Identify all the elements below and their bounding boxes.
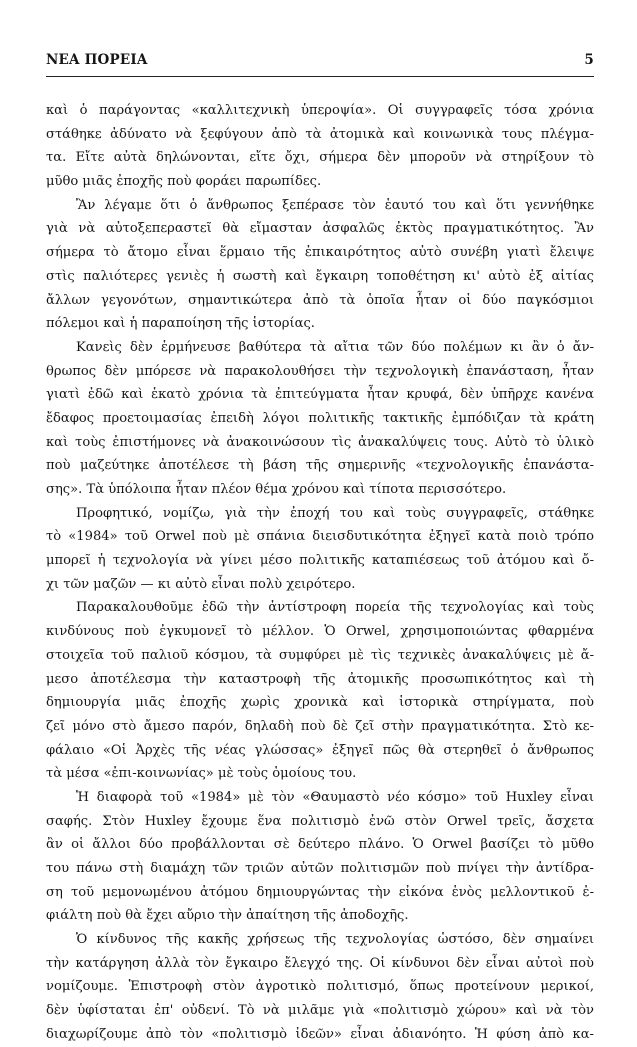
text-line: ση τοῦ μεμονωμένου ἀτόμου δημιουργώντας τὴν εἰκόνα ἑνὸς μελλοντικοῦ ἐ- — [46, 884, 594, 900]
text-line: Κανεὶς δὲν ἑρμήνευσε βαθύτερα τὰ αἴτια τῶν δύο πολέμων κι ἂν ὁ ἄν- — [76, 339, 594, 355]
text-line: νομίζουμε. Ἐπιστροφὴ στὸν ἀγροτικὸ πολιτισμό, ὅπως προτείνουν μερικοί, — [46, 979, 594, 995]
text-line: μῦθο μιᾶς ἐποχῆς ποὺ φοράει παρωπίδες. — [46, 174, 322, 190]
text-line: κινδύνους ποὺ ἐγκυμονεῖ τὸ μέλλον. Ὁ Orwel, χρησιμοποιώντας φθαρμένα — [46, 624, 594, 640]
text-line: χι τῶν μαζῶν — κι αὐτὸ εἶναι πολὺ χειρότερο. — [46, 576, 356, 592]
text-line: στὶς παλιότερες γενιὲς ἡ σωστὴ καὶ ἔγκαιρη τοποθέτηση κι' αὐτὸ ἐξ αἰτίας — [46, 268, 594, 284]
text-line: σήμερα τὸ ἄτομο εἶναι ἕρμαιο τῆς ἐπικαιρότητος αὐτὸ συνέβη γιατὶ ἔλειψε — [46, 245, 594, 261]
text-line: ποὺ μαζεύτηκε ἀποτέλεσε τὴ βάση τῆς σημερινῆς «τεχνολογικῆς ἐπανάστα- — [46, 458, 594, 474]
journal-title: ΝΕΑ ΠΟΡΕΙΑ — [46, 52, 148, 68]
text-line: τὴν κατάργηση ἀλλὰ τὸν ἔγκαιρο ἔλεγχό της. Οἱ κίνδυνοι δὲν εἶναι αὐτοὶ ποὺ — [46, 955, 594, 971]
text-line: φιάλτη ποὺ θὰ ἔχει αὔριο τὴν ἀπαίτηση τῆς ἀποδοχῆς. — [46, 908, 409, 924]
text-line: καὶ ὁ παράγοντας «καλλιτεχνικὴ ὑπεροψία». Οἱ συγγραφεῖς τόσα χρόνια — [46, 103, 594, 118]
text-line: στάθηκε ἀδύνατο νὰ ξεφύγουν ἀπὸ τὰ ἀτομικὰ καὶ κοινωνικὰ τους πλέγμα- — [46, 126, 594, 142]
text-line: ἂν οἱ ἄλλοι δύο προβάλλονται σὲ δεύτερο πλάνο. Ὁ Orwel βασίζει τὸ μῦθο — [46, 837, 594, 853]
text-line: πόλεμοι καὶ ἡ παραποίηση τῆς ἱστορίας. — [46, 316, 315, 332]
text-line: γιατὶ ἐδῶ καὶ ἑκατὸ χρόνια τὰ ἐπιτεύγματα ἦταν κρυφά, δὲν ὑπῆρχε κανένα — [46, 387, 594, 403]
text-line: διαχωρίζουμε ἀπὸ τὸν «πολιτισμὸ ἰδεῶν» εἶναι ἀδιανόητο. Ἡ φύση ἀπὸ κα- — [46, 1026, 594, 1042]
text-line: τα. Εἴτε αὐτὰ δηλώνονται, εἴτε ὄχι, σήμερα δὲν μποροῦν νὰ στηρίξουν τὸ — [46, 150, 594, 166]
text-line: Ἡ διαφορὰ τοῦ «1984» μὲ τὸν «Θαυμαστὸ νέο κόσμο» τοῦ Huxley εἶναι — [76, 789, 594, 805]
text-line: ἄλλων γεγονότων, σημαντικώτερα ἀπὸ τὰ ὁποῖα ἦταν οἱ δύο παγκόσμιοι — [46, 292, 594, 308]
text-line: θρωπος δὲν μπόρεσε νὰ παρακολουθήσει τὴν τεχνολογικὴ ἐπανάσταση, ἦταν — [46, 363, 594, 379]
text-line: δημιουργία μιᾶς ἐποχῆς χωρὶς χρονικὰ καὶ ἱστορικὰ στηρίγματα, ποὺ — [46, 695, 594, 711]
page — [46, 52, 594, 1047]
text-line: Προφητικό, νομίζω, γιὰ τὴν ἐποχή του καὶ τοὺς συγγραφεῖς, στάθηκε — [76, 505, 594, 521]
text-line: δὲν ὑφίσταται ἐπ' οὐδενί. Τὸ νὰ μιλᾶμε γιὰ «πολιτισμὸ χώρου» καὶ νὰ τὸν — [46, 1003, 594, 1019]
text-line: Ὁ κίνδυνος τῆς κακῆς χρήσεως τῆς τεχνολογίας ὡστόσο, δὲν σημαίνει — [76, 932, 594, 948]
text-line: στοιχεῖα τοῦ παλιοῦ κόσμου, τὰ συμφύρει μὲ τὶς τεχνικὲς ἀνακαλύψεις μὲ ἄ- — [46, 647, 594, 663]
text-line: μπορεῖ ἡ τεχνολογία νὰ γίνει μέσο πολιτικῆς καταπιέσεως τοῦ ἀτόμου καὶ ὄ- — [46, 553, 594, 569]
text-line: του πάνω στὴ διαμάχη τῶν τριῶν αὐτῶν πολιτισμῶν ποὺ πνίγει τὴν ἀντίδρα- — [46, 861, 594, 876]
text-line: γιὰ νὰ αὐτοξεπεραστεῖ θὰ εἴμασταν ἀσφαλῶς ἐκτὸς πραγματικότητος. Ἂν — [46, 221, 594, 237]
running-header — [46, 52, 594, 77]
text-line: φάλαιο «Οἱ Ἀρχὲς τῆς νέας γλώσσας» ἐξηγεῖ πῶς θὰ στερηθεῖ ὁ ἄνθρωπος — [46, 742, 594, 758]
text-line: ζεῖ μόνο στὸ ἄμεσο παρόν, δηλαδὴ ποὺ δὲ ζεῖ στὴν πραγματικότητα. Στὸ κε- — [46, 718, 594, 734]
text-line: τὸ «1984» τοῦ Orwel ποὺ μὲ σπάνια διεισδυτικότητα ἐξηγεῖ κατὰ ποιὸ τρόπο — [46, 529, 594, 545]
text-line: Παρακαλουθοῦμε ἐδῶ τὴν ἀντίστροφη πορεία τῆς τεχνολογίας καὶ τοὺς — [76, 600, 594, 616]
text-line: τὰ μέσα «ἐπι-κοινωνίας» μὲ τοὺς ὁμοίους του. — [46, 766, 357, 782]
body-text — [46, 99, 594, 1047]
text-line: σης». Τὰ ὑπόλοιπα ἦταν πλέον θέμα χρόνου καὶ τίποτα περισσότερο. — [46, 482, 507, 497]
text-line: Ἂν λέγαμε ὅτι ὁ ἄνθρωπος ξεπέρασε τὸν ἑαυτό του καὶ ὅτι γεννήθηκε — [76, 197, 594, 213]
text-line: μεσο ἀποτέλεσμα τὴν καταστροφὴ τῆς ἀτομικῆς προσωπικότητος καὶ τὴ — [46, 671, 594, 687]
text-line: καὶ τοὺς ἐπιστήμονες νὰ ἀνακοινώσουν τὶς ἀνακαλύψεις τους. Αὐτὸ τὸ ὑλικὸ — [46, 434, 594, 450]
page-number: 5 — [584, 52, 594, 68]
text-line: ἔδαφος προετοιμασίας ἐπειδὴ λόγοι πολιτικῆς τακτικῆς ἐμπόδιζαν τὰ κράτη — [46, 410, 594, 426]
text-line: σαφής. Στὸν Huxley ἔχουμε ἕνα πολιτισμὸ ἐνῶ στὸν Orwel τρεῖς, ἄσχετα — [46, 813, 594, 829]
